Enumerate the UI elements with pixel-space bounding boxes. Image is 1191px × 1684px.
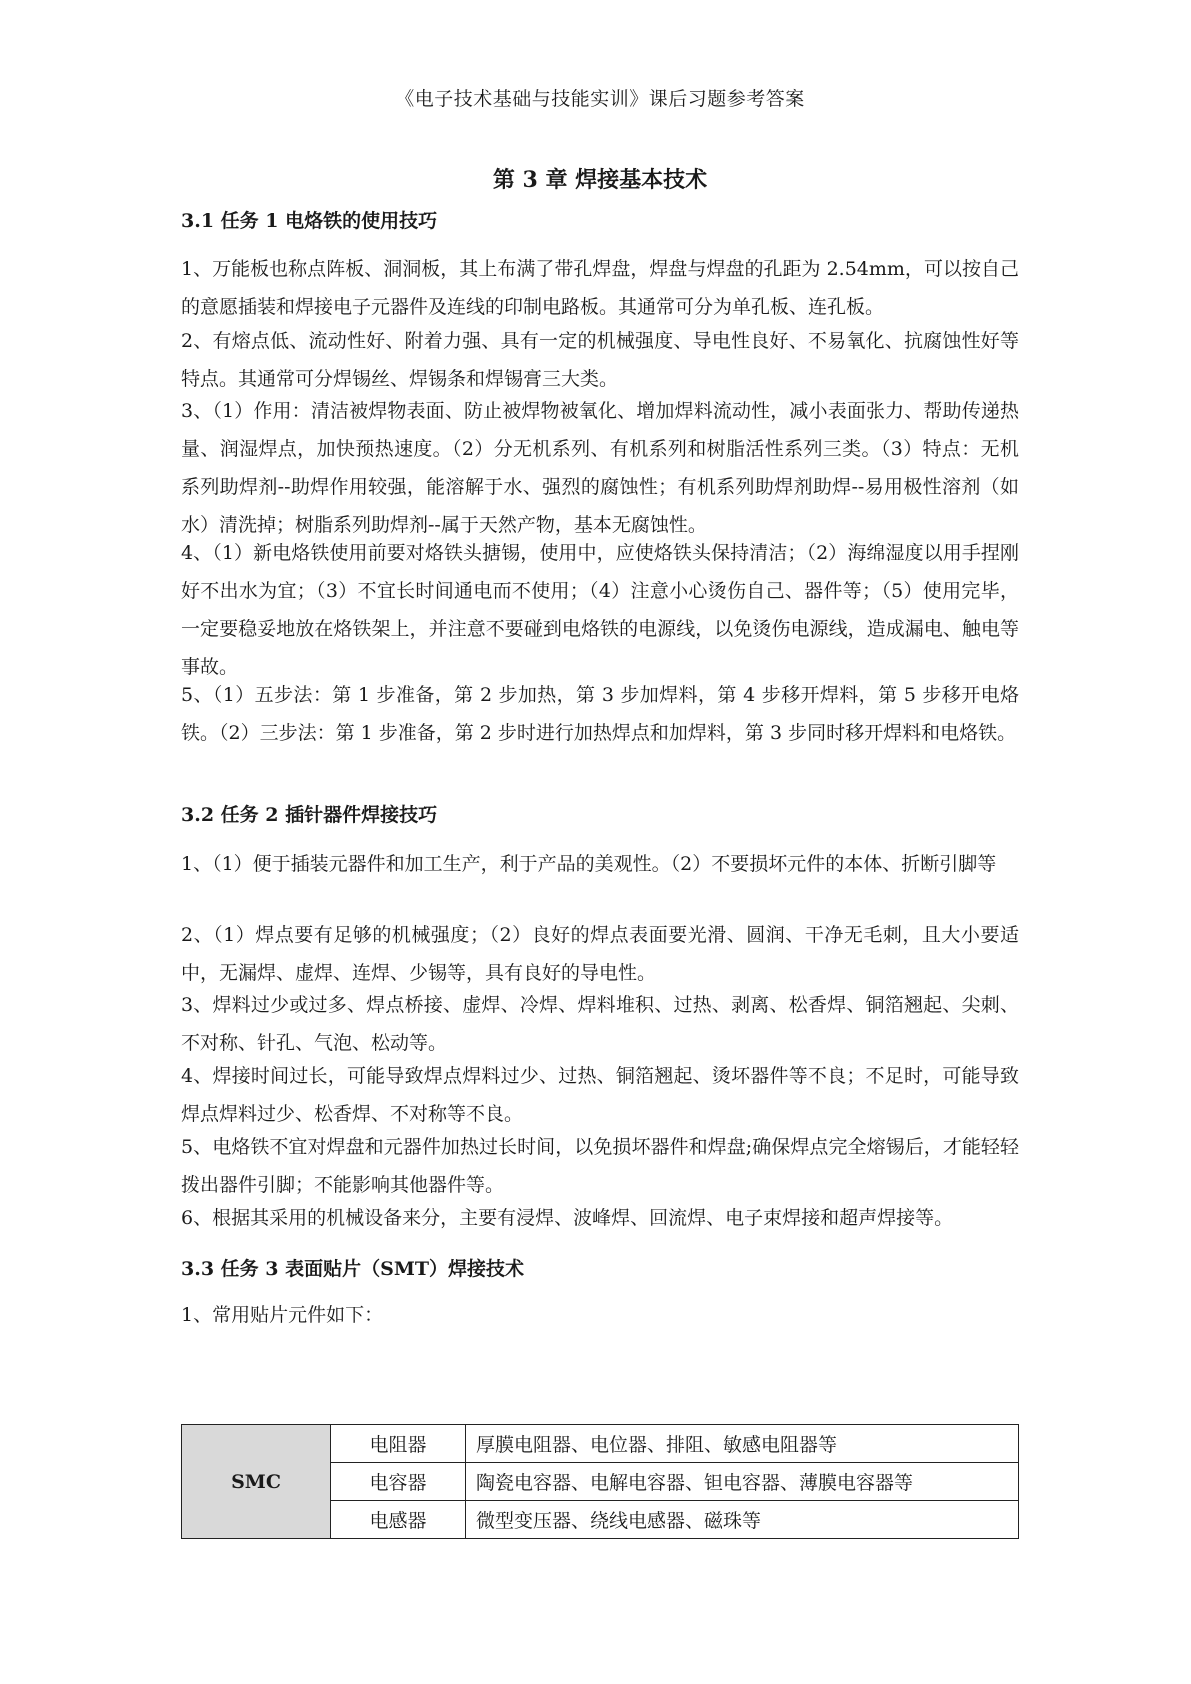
answer-3-1-3: 3、（1）作用：清洁被焊物表面、防止被焊物被氧化、增加焊料流动性，减小表面张力、帮助传递热量、润湿焊点，加快预热速度。（2）分无机系列、有机系列和树脂活性系列三类。（3）特点：无机系列助焊剂--助焊作用较强，能溶解于水、强烈的腐蚀性；有机系列助焊剂助焊--易用极性溶剂（如水）清洗掉；树脂系列助焊剂--属于天然产物，基本无腐蚀性。 [181,400,1019,536]
answer-3-2-6: 6、根据其采用的机械设备来分，主要有浸焊、波峰焊、回流焊、电子束焊接和超声焊接等。 [181,1207,954,1229]
section-title-3-3: 3.3 任务 3 表面贴片（SMT）焊接技术 [181,1258,525,1280]
answer-3-2-4: 4、焊接时间过长，可能导致焊点焊料过少、过热、铜箔翘起、烫坏器件等不良；不足时，可能导致焊点焊料过少、松香焊、不对称等不良。 [181,1065,1019,1125]
component-examples-cell: 微型变压器、绕线电感器、磁珠等 [466,1501,1019,1539]
answer-3-3-1: 1、常用贴片元件如下： [181,1304,384,1326]
chapter-title: 第 3 章 焊接基本技术 [492,167,708,193]
answer-3-1-1: 1、万能板也称点阵板、洞洞板，其上布满了带孔焊盘，焊盘与焊盘的孔距为 2.54mm，可以按自己的意愿插装和焊接电子元器件及连线的印制电路板。其通常可分为单孔板、连孔板。 [181,258,1019,318]
table-row [182,1425,1019,1463]
component-type-cell: 电容器 [331,1463,466,1501]
component-type-cell: 电阻器 [331,1425,466,1463]
answer-3-2-2: 2、（1）焊点要有足够的机械强度；（2）良好的焊点表面要光滑、圆润、干净无毛刺，且大小要适中，无漏焊、虚焊、连焊、少锡等，具有良好的导电性。 [181,924,1019,984]
component-examples-cell: 陶瓷电容器、电解电容器、钽电容器、薄膜电容器等 [466,1463,1019,1501]
section-title-3-1: 3.1 任务 1 电烙铁的使用技巧 [181,210,438,232]
group-cell: SMC [182,1425,331,1539]
answer-3-1-4: 4、（1）新电烙铁使用前要对烙铁头搪锡，使用中，应使烙铁头保持清洁；（2）海绵湿度以用手捏刚好不出水为宜；（3）不宜长时间通电而不使用；（4）注意小心烫伤自己、器件等；（5）使用完毕，一定要稳妥地放在烙铁架上，并注意不要碰到电烙铁的电源线，以免烫伤电源线，造成漏电、触电等事故。 [181,542,1019,678]
answer-3-2-5: 5、电烙铁不宜对焊盘和元器件加热过长时间，以免损坏器件和焊盘;确保焊点完全熔锡后，才能轻轻拨出器件引脚；不能影响其他器件等。 [181,1136,1019,1196]
document-header: 《电子技术基础与技能实训》课后习题参考答案 [395,88,805,110]
answer-3-2-3: 3、焊料过少或过多、焊点桥接、虚焊、冷焊、焊料堆积、过热、剥离、松香焊、铜箔翘起、尖刺、不对称、针孔、气泡、松动等。 [181,994,1019,1054]
component-type-cell: 电感器 [331,1501,466,1539]
component-examples-cell: 厚膜电阻器、电位器、排阻、敏感电阻器等 [466,1425,1019,1463]
section-title-3-2: 3.2 任务 2 插针器件焊接技巧 [181,804,438,826]
answer-3-2-1: 1、（1）便于插装元器件和加工生产，利于产品的美观性。（2）不要损坏元件的本体、折断引脚等 [181,853,997,875]
smc-components-table [181,1424,1019,1539]
answer-3-1-5: 5、（1）五步法：第 1 步准备，第 2 步加热，第 3 步加焊料，第 4 步移开焊料，第 5 步移开电烙铁。（2）三步法：第 1 步准备，第 2 步时进行加热焊点和加焊料，第 3 步同时移开焊料和电烙铁。 [181,684,1019,744]
answer-3-1-2: 2、有熔点低、流动性好、附着力强、具有一定的机械强度、导电性良好、不易氧化、抗腐蚀性好等特点。其通常可分焊锡丝、焊锡条和焊锡膏三大类。 [181,330,1019,390]
